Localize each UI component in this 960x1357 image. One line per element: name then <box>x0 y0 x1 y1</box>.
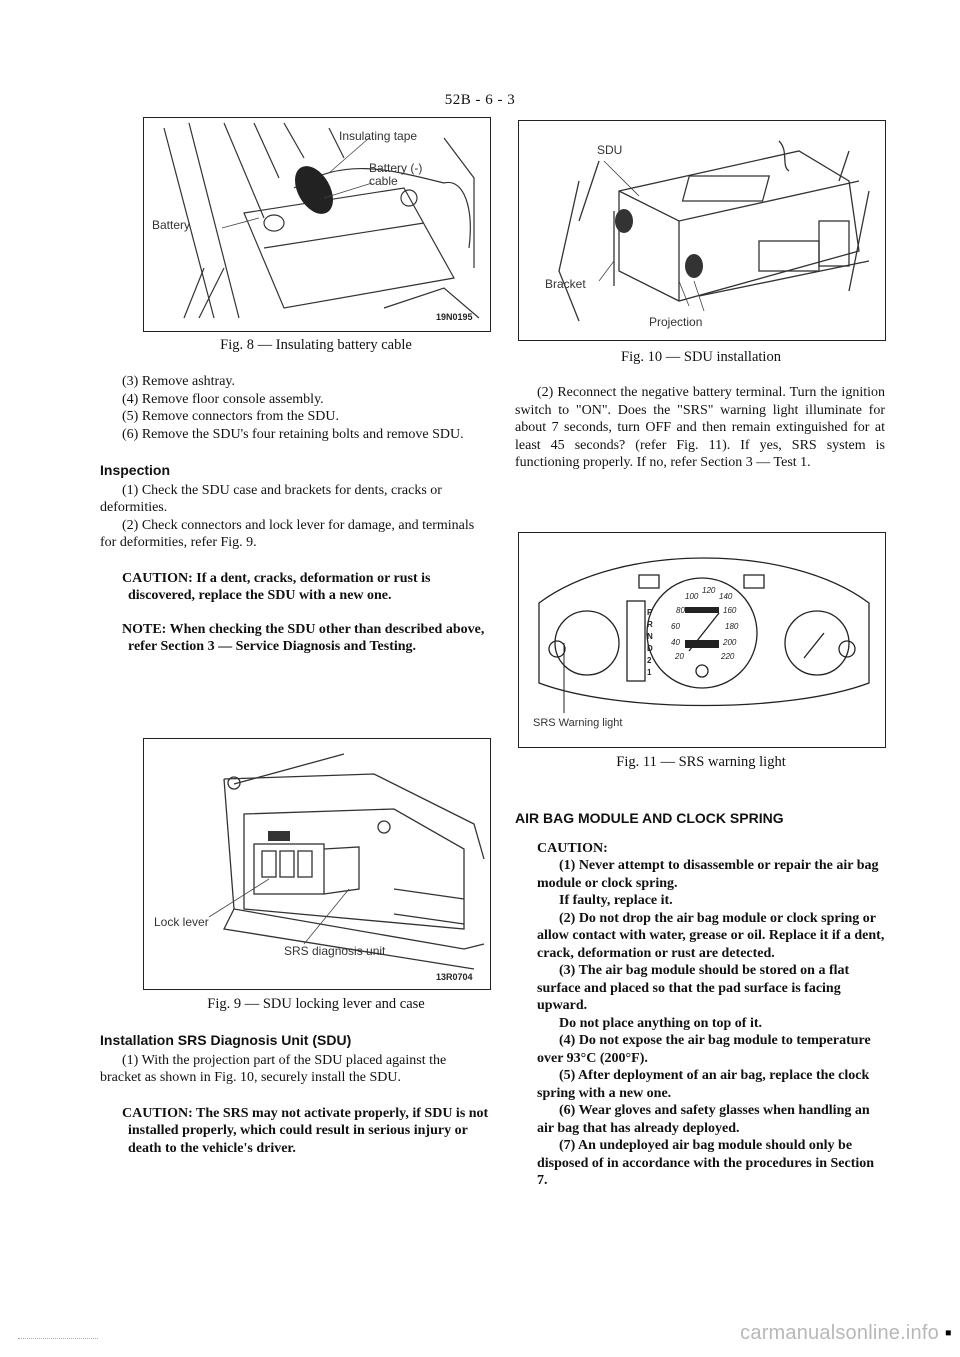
label-insulating-tape: Insulating tape <box>339 129 418 143</box>
airbag-caution-title: CAUTION: <box>537 840 608 856</box>
airbag-heading: AIR BAG MODULE AND CLOCK SPRING <box>515 810 784 826</box>
removal-steps <box>100 373 490 443</box>
svg-text:N: N <box>647 632 653 641</box>
figure-10-sdu-installation <box>518 120 886 341</box>
caution-item: (1) Never attempt to disassemble or repair the air bag module or clock spring. <box>537 858 879 891</box>
label-lock-lever: Lock lever <box>154 915 209 929</box>
figure-8-caption: Fig. 8 — Insulating battery cable <box>220 337 412 353</box>
watermark-text: carmanualsonline.info <box>740 1322 939 1344</box>
caution-item: If faulty, replace it. <box>559 893 673 908</box>
svg-text:200: 200 <box>723 638 737 647</box>
inspection-caution: CAUTION: If a dent, cracks, deformation or rust is discovered, replace the SDU with a new one. <box>122 570 431 603</box>
caution-item: (7) An undeployed air bag module should only be disposed of in accordance with the procedures in Section 7. <box>537 1138 875 1188</box>
instrument-cluster-illustration <box>519 533 885 747</box>
caution-item: (5) After deployment of an air bag, replace the clock spring with a new one. <box>537 1068 870 1101</box>
installation-section <box>100 1032 490 1157</box>
figure-code: 19N0195 <box>436 312 473 322</box>
svg-text:60: 60 <box>671 622 680 631</box>
caution-item: (2) Do not drop the air bag module or clock spring or allow contact with water, grease or oil. Replace it if a dent, crack, deformation or rust are detected. <box>537 910 885 961</box>
removal-step: (5) Remove connectors from the SDU. <box>122 409 339 424</box>
sdu-installation-illustration <box>519 121 885 340</box>
caution-item: (6) Wear gloves and safety glasses when handling an air bag that has already deployed. <box>537 1103 870 1136</box>
figure-10-caption: Fig. 10 — SDU installation <box>621 349 781 365</box>
figure-8-battery <box>143 117 491 332</box>
caution-item: (4) Do not expose the air bag module to temperature over 93°C (200°F). <box>537 1033 871 1066</box>
installation-step: (1) With the projection part of the SDU placed against the bracket as shown in Fig. 10, securely install the SDU. <box>100 1052 447 1085</box>
svg-text:160: 160 <box>723 606 737 615</box>
reconnect-step: (2) Reconnect the negative battery terminal. Turn the ignition switch to "ON". Does the "SRS" warning light illuminate for about 7 seconds, turn OFF and then remain extinguished for at least 45 seconds? (refer Fig. 11). If yes, SRS system is functioning properly. If no, refer Section 3 — Test 1. <box>515 385 885 470</box>
figure-code: 13R0704 <box>436 972 473 982</box>
airbag-caution-list <box>515 857 885 1190</box>
svg-text:D: D <box>647 644 653 653</box>
svg-text:220: 220 <box>721 652 735 661</box>
reconnect-section <box>515 384 885 472</box>
inspection-note: NOTE: When checking the SDU other than described above, refer Section 3 — Service Diagnosis and Testing. <box>122 621 485 654</box>
removal-step: (3) Remove ashtray. <box>122 374 235 389</box>
svg-text:2: 2 <box>647 656 652 665</box>
svg-text:20: 20 <box>675 652 684 661</box>
inspection-heading: Inspection <box>100 462 171 478</box>
svg-text:100: 100 <box>685 592 699 601</box>
installation-heading: Installation SRS Diagnosis Unit (SDU) <box>100 1032 352 1048</box>
battery-cable-illustration <box>144 118 490 331</box>
airbag-section <box>515 810 885 1190</box>
svg-text:P: P <box>647 608 653 617</box>
svg-text:180: 180 <box>725 622 739 631</box>
footer-watermark[interactable] <box>740 1322 952 1345</box>
label-sdu: SDU <box>597 143 623 157</box>
figure-11-caption: Fig. 11 — SRS warning light <box>616 754 786 770</box>
removal-step: (6) Remove the SDU's four retaining bolts and remove SDU. <box>122 426 464 442</box>
caution-item: (3) The air bag module should be stored on a flat surface and placed so that the pad surface is facing upward. <box>537 963 850 1013</box>
figure-11-instrument-cluster <box>518 532 886 748</box>
footer-rule <box>18 1338 98 1339</box>
caution-item: Do not place anything on top of it. <box>559 1015 763 1031</box>
svg-text:1: 1 <box>647 668 652 677</box>
inspection-step: (2) Check connectors and lock lever for damage, and terminals for deformities, refer Fig. 9. <box>100 517 475 550</box>
svg-text:80: 80 <box>676 606 685 615</box>
label-srs-warning-light: SRS Warning light <box>533 717 623 729</box>
label-battery: Battery <box>152 218 191 232</box>
page-number: 52B - 6 - 3 <box>444 92 516 108</box>
label-srs-diagnosis-unit: SRS diagnosis unit <box>284 944 386 958</box>
installation-caution: CAUTION: The SRS may not activate properly, if SDU is not installed properly, which could result in serious injury or death to the vehicle's driver. <box>122 1105 489 1156</box>
figure-9-sdu-lever <box>143 738 491 990</box>
svg-text:120: 120 <box>702 586 716 595</box>
svg-text:140: 140 <box>719 592 733 601</box>
inspection-step: (1) Check the SDU case and brackets for dents, cracks or deformities. <box>100 482 442 515</box>
svg-text:40: 40 <box>671 638 680 647</box>
label-projection: Projection <box>649 315 703 329</box>
figure-9-caption: Fig. 9 — SDU locking lever and case <box>207 996 425 1012</box>
label-battery-cable: Battery (-) cable <box>369 161 423 188</box>
label-bracket: Bracket <box>545 277 586 291</box>
svg-text:R: R <box>647 620 653 629</box>
inspection-section <box>100 462 490 656</box>
watermark-bullet: ▪ <box>944 1322 952 1344</box>
removal-step: (4) Remove floor console assembly. <box>122 391 324 407</box>
